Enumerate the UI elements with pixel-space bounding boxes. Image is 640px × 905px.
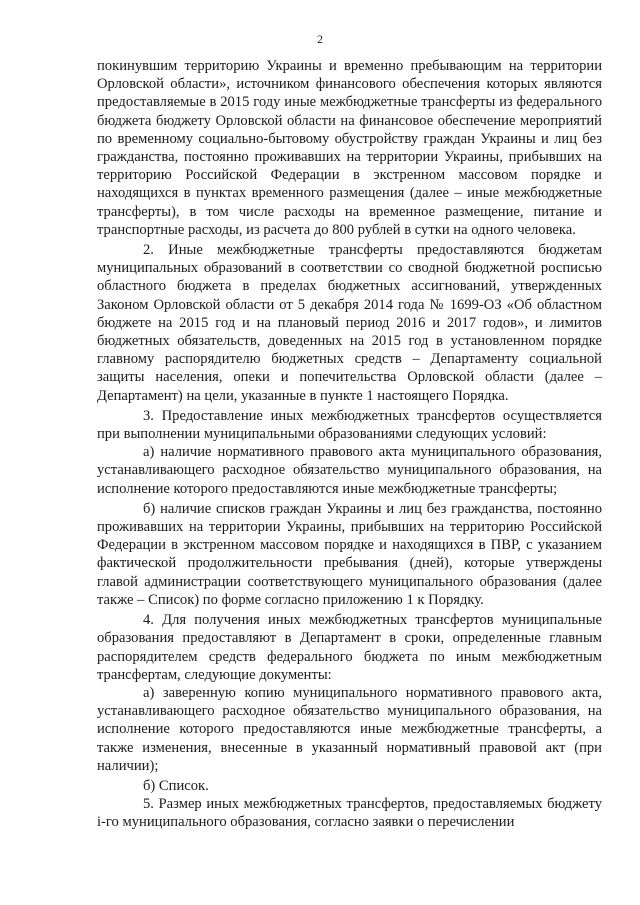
page-number: 2 <box>317 32 323 46</box>
paragraph-3: 3. Предоставление иных межбюджетных трансфертов осуществляется при выполнении муниципальными образованиями следующих условий: <box>97 407 602 443</box>
paragraph-3b: б) наличие списков граждан Украины и лиц без гражданства, постоянно проживавших на территории Украины, прибывших на территорию Российской Федерации в экстренном массовом порядке и находящихся в ПВР, с указанием фактической продолжительности пребывания (дней), которые утверждены главой администрации соответствующего муниципального образования (далее также – Список) по форме согласно приложению 1 к Порядку. <box>97 500 602 608</box>
paragraph-5: 5. Размер иных межбюджетных трансфертов, предоставляемых бюджету i-го муниципального образования, согласно заявки о перечислении <box>97 796 602 831</box>
paragraph-1-continuation: покинувшим территорию Украины и временно пребывающим на территории Орловской области», источником финансового обеспечения которых являются предоставляемые в 2015 году иные межбюджетные трансферты из федерального бюджета бюджету Орловской области на финансовое обеспечение мероприятий по временному социально-бытовому обустройству граждан Украины и лиц без гражданства, постоянно проживавших на территории Украины, прибывших на территорию Российской Федерации в экстренном массовом порядке и находящихся в пунктах временного размещения (далее – иные межбюджетные трансферты), в том числе расходы на временное размещение, питание и транспортные расходы, из расчета до 800 рублей в сутки на одного человека. <box>97 58 602 238</box>
paragraph-4b: б) Список. <box>143 777 209 794</box>
paragraph-2: 2. Иные межбюджетные трансферты предоставляются бюджетам муниципальных образований в соответствии со сводной бюджетной росписью областного бюджета в пределах бюджетных ассигнований, утвержденных Законом Орловской области от 5 декабря 2014 года № 1699-ОЗ «Об областном бюджете на 2015 год и на плановый период 2016 и 2017 годов», и лимитов бюджетных обязательств, доведенных на 2015 год в установленном порядке главному распорядителю бюджетных средств – Департаменту социальной защиты населения, опеки и попечительства Орловской области (далее – Департамент) на цели, указанные в пункте 1 настоящего Порядка. <box>97 242 602 404</box>
document-body <box>97 57 602 832</box>
paragraph-4: 4. Для получения иных межбюджетных трансфертов муниципальные образования предоставляют в Департамент в сроки, определенные главным распорядителем средств федерального бюджета по иным межбюджетным трансфертам, следующие документы: <box>97 612 602 683</box>
paragraph-4a: а) заверенную копию муниципального нормативного правового акта, устанавливающего расходное обязательство муниципального образования, на исполнение которого предоставляются иные межбюджетные трансферты, а также изменения, внесенные в указанный нормативный правовой акт (при наличии); <box>97 684 602 774</box>
paragraph-3a: а) наличие нормативного правового акта муниципального образования, устанавливающего расходное обязательство муниципального образования, на исполнение которого предоставляются иные межбюджетные трансферты; <box>97 444 602 497</box>
